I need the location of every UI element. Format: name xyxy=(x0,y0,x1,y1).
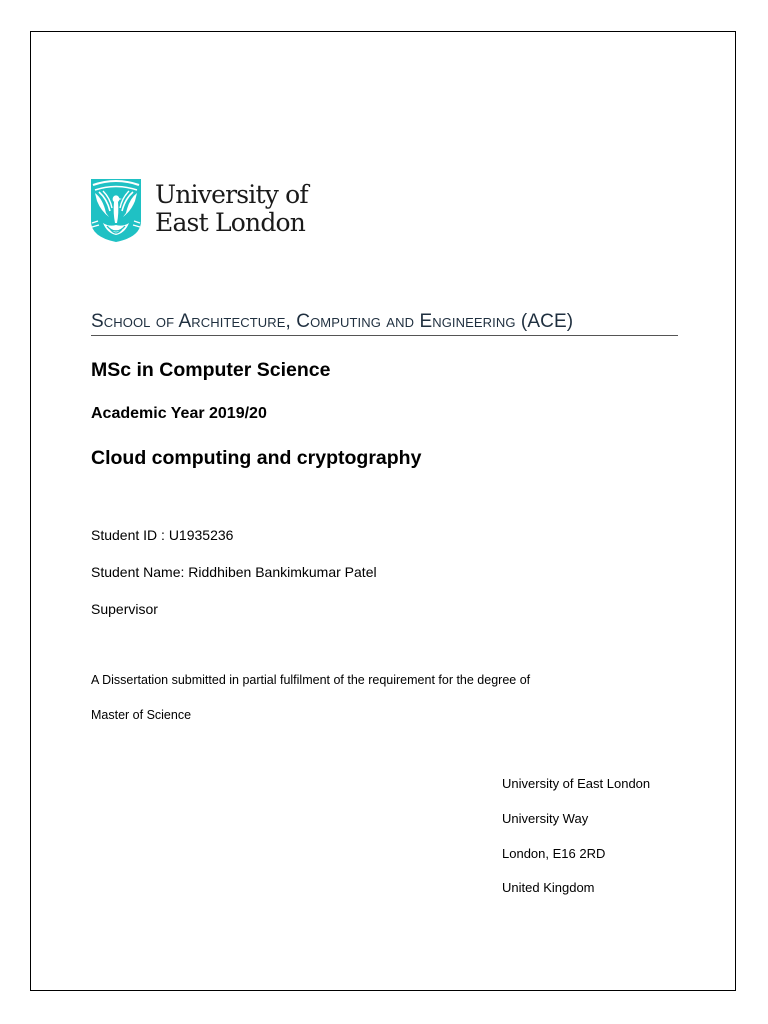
page-border xyxy=(30,31,736,991)
academic-year: Academic Year 2019/20 xyxy=(91,405,267,422)
supervisor-label: Supervisor xyxy=(91,601,158,617)
university-logo xyxy=(89,177,309,245)
address-line: University Way xyxy=(502,811,589,826)
student-id: Student ID : U1935236 xyxy=(91,527,234,543)
dissertation-title: Cloud computing and cryptography xyxy=(91,447,422,469)
wordmark-line-2: East London xyxy=(155,208,306,237)
university-wordmark xyxy=(155,181,308,237)
address-line: London, E16 2RD xyxy=(502,846,606,861)
programme-heading: MSc in Computer Science xyxy=(91,359,331,381)
school-heading: School of Architecture, Computing and Engineering (ACE) xyxy=(91,311,678,336)
address-line: University of East London xyxy=(502,776,651,791)
address-line: United Kingdom xyxy=(502,880,595,895)
degree-name: Master of Science xyxy=(91,708,192,722)
submission-statement: A Dissertation submitted in partial fulfilment of the requirement for the degree of xyxy=(91,673,531,687)
phoenix-emblem-icon xyxy=(89,177,143,243)
student-name: Student Name: Riddhiben Bankimkumar Patel xyxy=(91,564,377,580)
wordmark-line-1: University of xyxy=(155,180,308,209)
